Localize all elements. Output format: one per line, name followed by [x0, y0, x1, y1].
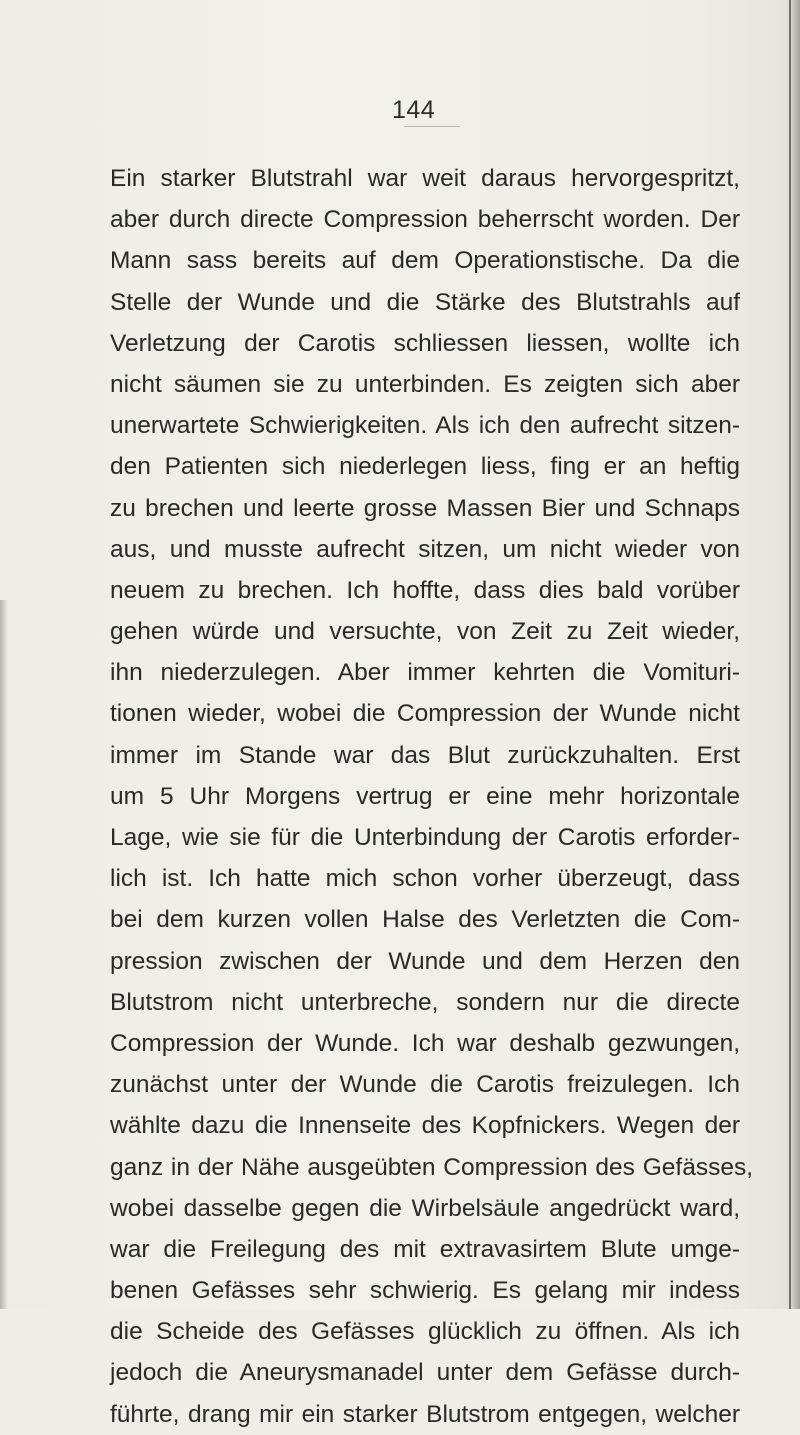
text-line: nicht säumen sie zu unterbinden. Es zeigten sich aber: [110, 370, 740, 398]
text-line: zunächst unter der Wunde die Carotis freizulegen. Ich: [110, 1071, 740, 1099]
text-line: die Scheide des Gefässes glücklich zu öffnen. Als ich: [110, 1318, 740, 1346]
text-line: Mann sass bereits auf dem Operationstische. Da die: [110, 247, 740, 275]
page-number-rule: [404, 126, 460, 127]
text-line: ganz in der Nähe ausgeübten Compression des Gefässes,: [110, 1153, 754, 1181]
page-edge-line: [789, 0, 791, 1309]
text-line: führte, drang mir ein starker Blutstrom entgegen, welcher: [110, 1400, 740, 1428]
text-line: Stelle der Wunde und die Stärke des Blutstrahls auf: [110, 288, 740, 316]
text-line: pression zwischen der Wunde und dem Herzen den: [110, 947, 740, 975]
text-line: wobei dasselbe gegen die Wirbelsäule angedrückt ward,: [110, 1194, 740, 1222]
text-line: bei dem kurzen vollen Halse des Verletzten die Com-: [110, 906, 740, 934]
page-number: 144: [392, 96, 436, 124]
text-line: Blutstrom nicht unterbreche, sondern nur die directe: [110, 988, 740, 1016]
text-line: neuem zu brechen. Ich hoffte, dass dies bald vorüber: [110, 576, 740, 604]
text-line: den Patienten sich niederlegen liess, fing er an heftig: [110, 453, 740, 481]
text-line: um 5 Uhr Morgens vertrug er eine mehr horizontale: [110, 782, 740, 810]
text-line: war die Freilegung des mit extravasirtem Blute umge-: [110, 1235, 740, 1263]
text-line: jedoch die Aneurysmanadel unter dem Gefässe durch-: [110, 1359, 740, 1387]
text-line: gehen würde und versuchte, von Zeit zu Zeit wieder,: [110, 618, 740, 646]
page-shadow-left: [0, 600, 8, 1309]
text-line: unerwartete Schwierigkeiten. Als ich den aufrecht sitzen-: [110, 412, 740, 440]
text-line: aus, und musste aufrecht sitzen, um nicht wieder von: [110, 535, 740, 563]
text-line: immer im Stande war das Blut zurückzuhalten. Erst: [110, 741, 740, 769]
text-line: Lage, wie sie für die Unterbindung der Carotis erforder-: [110, 824, 740, 851]
text-line: Verletzung der Carotis schliessen liessen, wollte ich: [110, 329, 740, 357]
text-line: wählte dazu die Innenseite des Kopfnickers. Wegen der: [110, 1112, 740, 1140]
text-line: benen Gefässes sehr schwierig. Es gelang mir indess: [110, 1277, 740, 1305]
text-line: Ein starker Blutstrahl war weit daraus hervorgespritzt,: [110, 165, 740, 192]
text-line: tionen wieder, wobei die Compression der Wunde nicht: [110, 700, 740, 728]
body-text: [110, 158, 754, 1435]
text-line: aber durch directe Compression beherrscht worden. Der: [110, 206, 740, 234]
text-line: zu brechen und leerte grosse Massen Bier und Schnaps: [110, 494, 740, 522]
text-line: lich ist. Ich hatte mich schon vorher überzeugt, dass: [110, 865, 740, 893]
text-line: ihn niederzulegen. Aber immer kehrten die Vomituri-: [110, 659, 740, 687]
text-line: Compression der Wunde. Ich war deshalb gezwungen,: [110, 1029, 740, 1057]
